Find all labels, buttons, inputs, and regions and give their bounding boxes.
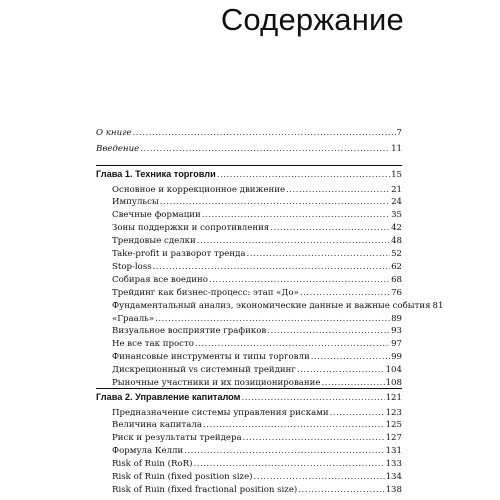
- toc-chapter-entry[interactable]: [96, 392, 402, 404]
- toc-entry-page: 93: [391, 326, 402, 337]
- toc-section-entry[interactable]: [96, 326, 402, 337]
- toc-entry-label: Глава 1. Техника торговли: [96, 169, 216, 179]
- dot-leader: [330, 408, 385, 419]
- toc-entry-page: 42: [391, 223, 402, 234]
- toc-entry-label: «Грааль»: [112, 313, 155, 324]
- dot-leader: [286, 185, 390, 196]
- toc-entry-page: 99: [391, 352, 402, 363]
- toc-entry-label: Введение: [96, 143, 140, 154]
- toc-entry-label: Risk of Ruin (fixed position size): [112, 472, 253, 482]
- dot-leader: [270, 223, 390, 234]
- toc-entry-page: 7: [396, 128, 402, 138]
- toc-entry-page: 15: [391, 170, 402, 180]
- dot-leader: [153, 262, 390, 273]
- toc-section-entry[interactable]: [96, 236, 402, 247]
- dot-leader: [155, 314, 390, 325]
- toc-section-entry[interactable]: [96, 249, 402, 260]
- toc-entry-page: 89: [391, 313, 402, 324]
- dot-leader: [300, 288, 390, 299]
- toc-entry-page: 125: [385, 420, 402, 431]
- toc-entry-page: 127: [385, 433, 402, 444]
- toc-entry-label: Трендовые сделки: [112, 236, 196, 247]
- toc-entry-label: Фундаментальный анализ, экономические данные и важные события: [112, 300, 431, 311]
- toc-entry-page: 21: [391, 184, 402, 195]
- page-title: Содержание: [220, 2, 404, 37]
- dot-leader: [160, 197, 390, 208]
- dot-leader: [202, 210, 390, 221]
- toc-entry-label: Take-profit и разворот тренда: [112, 249, 246, 259]
- toc-section-entry[interactable]: [96, 210, 402, 221]
- toc-entry-page: 48: [391, 236, 402, 247]
- toc-intro-entry[interactable]: [96, 144, 402, 155]
- toc-entry-page: 104: [385, 365, 402, 376]
- dot-leader: [311, 352, 390, 363]
- chapter-divider: [96, 388, 402, 389]
- toc-section-entry[interactable]: [96, 433, 402, 444]
- toc-section-entry[interactable]: [96, 459, 402, 470]
- toc-entry-label: Формула Келли: [112, 446, 184, 457]
- toc-section-entry[interactable]: [96, 420, 402, 431]
- toc-entry-page: 68: [391, 274, 402, 285]
- toc-entry-label: Не все так просто: [112, 339, 194, 350]
- toc-entry-page: 76: [391, 287, 402, 298]
- toc-entry-page: 121: [385, 393, 402, 403]
- dot-leader: [209, 275, 390, 286]
- dot-leader: [217, 170, 390, 181]
- toc-entry-label: Основное и коррекционное движение: [112, 184, 286, 195]
- toc-section-entry[interactable]: [96, 339, 402, 350]
- chapter-divider: [96, 165, 402, 166]
- dot-leader: [194, 459, 385, 470]
- toc-section-entry[interactable]: [96, 262, 402, 273]
- dot-leader: [297, 365, 385, 376]
- dot-leader: [298, 485, 384, 496]
- toc-entry-page: 62: [391, 261, 402, 272]
- dot-leader: [203, 420, 385, 431]
- dot-leader: [247, 249, 391, 260]
- toc-section-entry[interactable]: [96, 314, 402, 325]
- toc-entry-page: 97: [391, 339, 402, 350]
- toc-entry-label: Визуальное восприятие графиков: [112, 326, 267, 337]
- toc-section-entry[interactable]: [96, 485, 402, 496]
- toc-entry-page: 24: [391, 197, 402, 208]
- toc-section-entry[interactable]: [96, 365, 402, 376]
- toc-entry-page: 138: [385, 484, 402, 495]
- dot-leader: [195, 339, 390, 350]
- dot-leader: [267, 326, 390, 337]
- toc-entry-label: Риск и результаты трейдера: [112, 433, 242, 444]
- toc-entry-label: Предназначение системы управления рисками: [112, 407, 329, 418]
- toc-section-entry[interactable]: [96, 185, 402, 196]
- toc-section-entry[interactable]: [96, 446, 402, 457]
- toc-entry-page: 11: [391, 143, 402, 154]
- toc-entry-page: 52: [391, 249, 402, 259]
- toc-section-entry[interactable]: [96, 197, 402, 208]
- toc-intro-entry[interactable]: [96, 128, 402, 139]
- toc-section-entry[interactable]: [96, 288, 402, 299]
- toc-entry-label: Рыночные участники и их позиционирование: [112, 378, 321, 388]
- dot-leader: [133, 128, 396, 139]
- toc-entry-label: Stop-loss: [112, 261, 152, 272]
- toc-entry-label: Свечные формации: [112, 210, 201, 221]
- toc-entry-label: Risk of Ruin (fixed fractional position size): [112, 484, 298, 495]
- toc-chapter-entry[interactable]: [96, 169, 402, 181]
- dot-leader: [243, 433, 385, 444]
- toc-entry-label: Собирая все воедино: [112, 274, 208, 285]
- dot-leader: [241, 393, 384, 404]
- toc-section-entry[interactable]: [96, 472, 402, 483]
- toc-section-entry[interactable]: [96, 223, 402, 234]
- toc-entry-page: 108: [385, 378, 402, 388]
- toc-section-entry[interactable]: [96, 275, 402, 286]
- toc-section-entry[interactable]: [96, 300, 444, 312]
- toc-section-entry[interactable]: [96, 352, 402, 363]
- dot-leader: [254, 472, 385, 483]
- toc-entry-label: Импульсы: [112, 197, 159, 208]
- toc-entry-label: Risk of Ruin (RoR): [112, 459, 193, 470]
- toc-entry-page: 81: [432, 300, 444, 311]
- toc-entry-page: 35: [391, 210, 402, 221]
- toc-entry-label: Трейдинг как бизнес-процесс: этап «До»: [112, 287, 299, 298]
- toc-section-entry[interactable]: [96, 408, 402, 419]
- toc-entry-label: Финансовые инструменты и типы торговли: [112, 352, 310, 363]
- toc-entry-page: 123: [385, 407, 402, 418]
- toc-entry-page: 133: [385, 459, 402, 470]
- dot-leader: [140, 144, 390, 155]
- toc-entry-label: Дискреционный vs системный трейдинг: [112, 365, 296, 376]
- toc-entry-label: Глава 2. Управление капиталом: [96, 392, 241, 402]
- dot-leader: [197, 236, 390, 247]
- dot-leader: [184, 446, 384, 457]
- toc-entry-label: Зоны поддержки и сопротивления: [112, 223, 270, 234]
- toc-entry-label: Величина капитала: [112, 420, 202, 431]
- toc-entry-page: 134: [385, 472, 402, 482]
- toc-entry-label: О книге: [96, 128, 132, 138]
- toc-entry-page: 131: [385, 446, 402, 457]
